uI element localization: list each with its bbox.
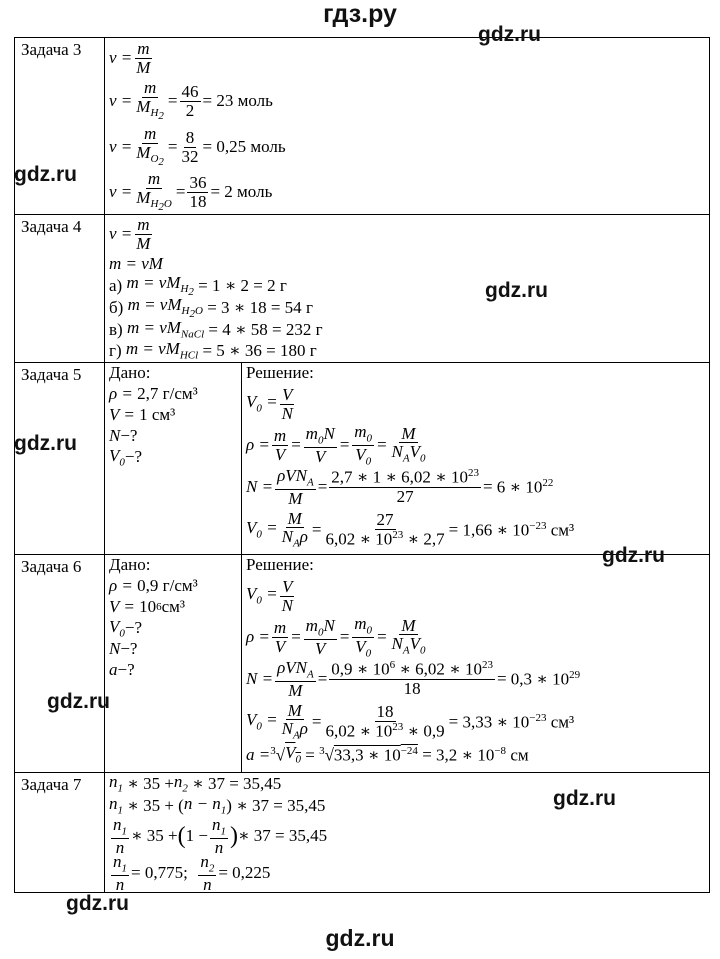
task-7-solution: $n_1$ ∗ 35 + $n_2$ ∗ 37 = 35,45 $n_1$ ∗ 35 + ( $n - n_1$ ) ∗ 37 = 35,45 $\frac{n_1}{n}$ ∗ 35 + ( 1 − $\frac{n_1}{n}$ ) ∗ 37 = 35,45 $\frac{n_1}{n}$ = 0,775; $\frac{n_2}{n}$ = 0,225 bbox=[105, 773, 710, 893]
task-5-given: Дано: ρ = 2,7 г/см³ V = 1 см³ N −? $V_0$ −? bbox=[105, 363, 242, 555]
task-5-row bbox=[15, 363, 710, 555]
task-6-solution: Решение: $V_0$ = $\frac{V}{N}$ ρ = $\frac{m}{V}$ = $\frac{m_0N}{V}$ = $\frac{m_0}{V_0}$ = $\frac{M}{N_AV_0}$ N = $\frac{\rho VN_A}{M}$ = $\frac{0,9 ∗ 10^6 ∗ 6,02 ∗ 10^{23}}{18}$ = 0,3 ∗ $10^{29}$ $V_0$ = $\frac{M}{N_A\rho}$ = $\frac{18}{6,02 ∗ 10^{23} ∗ 0,9}$ = 3,33 ∗ $10^{-23}$ см³ a = $^3$√ $V_0$ = $^3$√ 33,3 ∗ $10^{-24}$ = 3,2 ∗ $10^{-8}$ см bbox=[242, 555, 710, 773]
watermark: gdz.ru bbox=[478, 23, 541, 46]
task-6-given: Дано: ρ = 0,9 г/см³ V = 10 6 см³ $V_0$ −? N −? a −? bbox=[105, 555, 242, 773]
task-6-label: Задача 6 bbox=[15, 555, 105, 773]
task-3-row bbox=[15, 38, 710, 215]
task-6-row bbox=[15, 555, 710, 773]
watermark: gdz.ru bbox=[47, 690, 110, 713]
watermark: gdz.ru bbox=[66, 892, 129, 915]
task-5-solution: Решение: $V_0$ = $\frac{V}{N}$ ρ = $\frac{m}{V}$ = $\frac{m_0N}{V}$ = $\frac{m_0}{V_0}$ = $\frac{M}{N_AV_0}$ N = $\frac{\rho VN_A}{M}$ = $\frac{2,7 ∗ 1 ∗ 6,02 ∗ 10^{23}}{27}$ = 6 ∗ $10^{22}$ $V_0$ = $\frac{M}{N_A\rho}$ = $\frac{27}{6,02 ∗ 10^{23} ∗ 2,7}$ = 1,66 ∗ $10^{-23}$ см³ bbox=[242, 363, 710, 555]
page-header: гдз.ру bbox=[323, 0, 397, 28]
watermark: gdz.ru bbox=[485, 279, 548, 302]
solutions-table bbox=[14, 37, 710, 893]
watermark: gdz.ru bbox=[602, 544, 665, 567]
watermark: gdz.ru bbox=[553, 787, 616, 810]
page-footer: gdz.ru bbox=[325, 925, 395, 951]
task-5-label: Задача 5 bbox=[15, 363, 105, 555]
task-7-label: Задача 7 bbox=[15, 773, 105, 893]
task-4-solution: ν = $\frac{m}{M}$ m = νM а) $m = \nu M_{H_2}$ = 1 ∗ 2 = 2 г б) $m = \nu M_{H_2O}$ = 3 ∗ 18 = 54 г в) $m = \nu M_{NaCl}$ = 4 ∗ 58 = 232 г г) $m = \nu M_{HCl}$ = 5 ∗ 36 = 180 г bbox=[105, 215, 710, 363]
task-3-label: Задача 3 bbox=[15, 38, 105, 215]
task-4-row bbox=[15, 215, 710, 363]
watermark: gdz.ru bbox=[14, 432, 77, 455]
task-3-solution: ν = $\frac{m}{M}$ ν = $\frac{m}{M_{H_2}}$ = $\frac{46}{2}$ = 23 моль ν = $\frac{m}{M_{O_2}}$ = $\frac{8}{32}$ = 0,25 моль ν = $\frac{m}{M_{H_2O}}$ = $\frac{36}{18}$ = 2 моль bbox=[105, 38, 710, 215]
watermark: gdz.ru bbox=[14, 163, 77, 186]
task-4-label: Задача 4 bbox=[15, 215, 105, 363]
